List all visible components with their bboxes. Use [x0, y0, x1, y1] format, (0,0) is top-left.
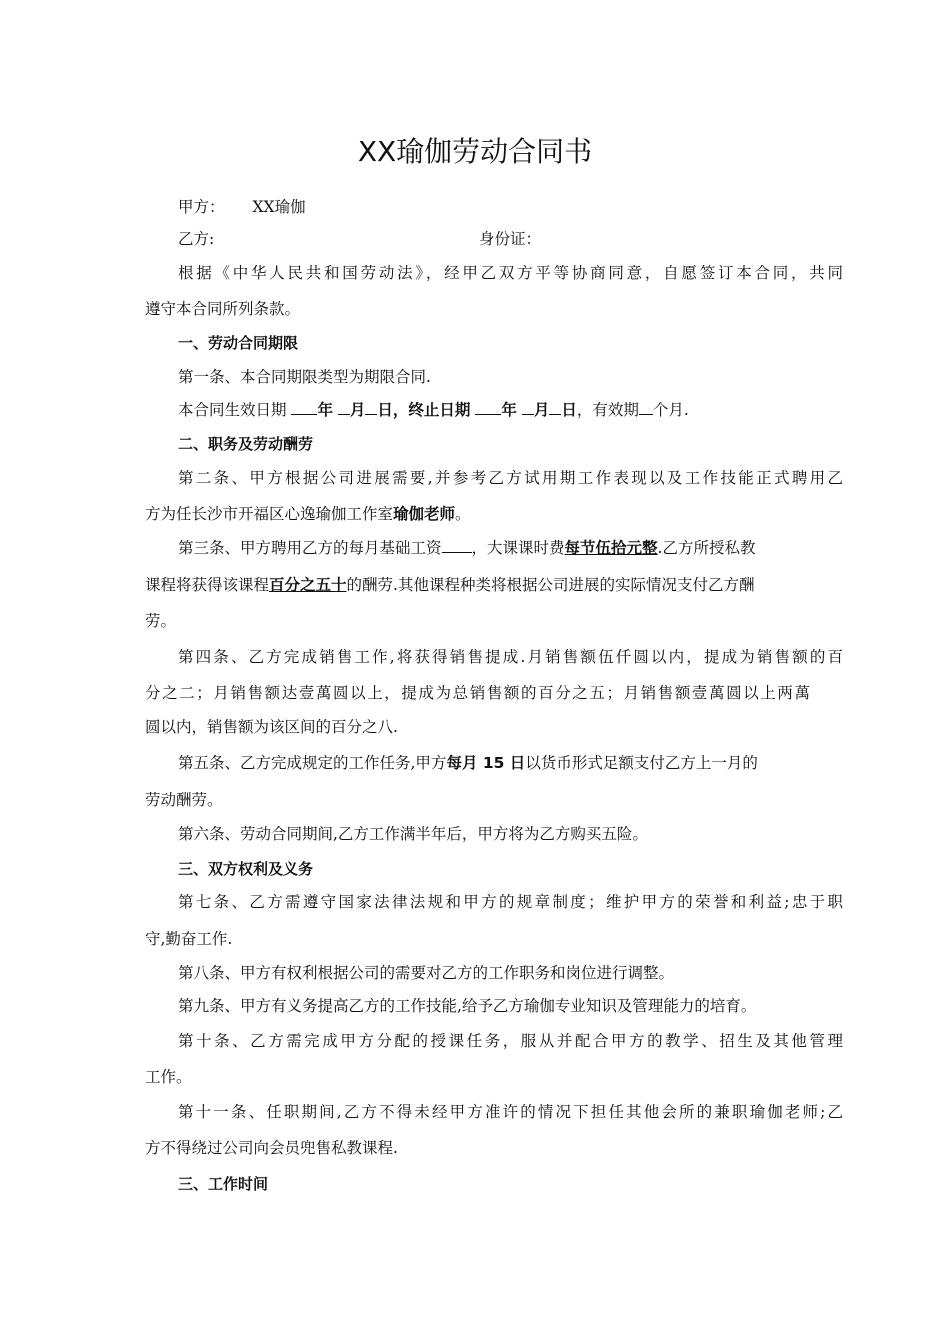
- article-3-text-4: 课程将获得该课程: [145, 576, 270, 594]
- article-2-end: 。: [455, 505, 471, 523]
- base-salary-blank: [442, 538, 472, 553]
- month-label-2: 月: [533, 401, 550, 419]
- article-2-text: 方为任长沙市开福区心逸瑜伽工作室: [145, 505, 394, 523]
- article-5-text-1: 第五条、乙方完成规定的工作任务,甲方: [178, 754, 447, 772]
- article-3-text-1: 第三条、甲方聘用乙方的每月基础工资: [178, 539, 442, 557]
- article-2-line-1: 第二条、甲方根据公司进展需要,并参考乙方试用期工作表现以及工作技能正式聘用乙: [178, 469, 843, 487]
- section-3-heading: 三、双方权利及义务: [178, 860, 314, 878]
- preamble-line-2: 遵守本合同所列条款。: [145, 300, 301, 318]
- dates-text-3: 个月.: [652, 401, 689, 419]
- article-3-line-1: [145, 537, 843, 559]
- article-1: 第一条、本合同期限类型为期限合同.: [178, 368, 431, 386]
- article-8: 第八条、甲方有权利根据公司的需要对乙方的工作职务和岗位进行调整。: [178, 964, 675, 982]
- document-title: XX瑜伽劳动合同书: [357, 135, 593, 168]
- article-11-line-1: 第十一条、任职期间,乙方不得未经甲方准许的情况下担任其他会所的兼职瑜伽老师;乙: [178, 1103, 843, 1121]
- article-5-text-2: 以货币形式足额支付乙方上一月的: [525, 754, 758, 772]
- end-year-blank: [475, 400, 501, 415]
- article-10-line-1: 第十条、乙方需完成甲方分配的授课任务，服从并配合甲方的教学、招生及其他管理: [178, 1032, 843, 1050]
- article-7-line-2: 守,勤奋工作.: [145, 930, 233, 948]
- end-day-blank: [549, 400, 561, 415]
- year-label: 年: [317, 401, 333, 419]
- year-label-2: 年: [501, 401, 517, 419]
- dates-text-1: 本合同生效日期: [178, 401, 287, 419]
- article-7-line-1: 第七条、乙方需遵守国家法律法规和甲方的规章制度；维护甲方的荣誉和利益;忠于职: [178, 893, 843, 911]
- end-date-label: 日，终止日期: [377, 401, 471, 419]
- article-9: 第九条、甲方有义务提高乙方的工作技能,给予乙方瑜伽专业知识及管理能力的培育。: [178, 997, 757, 1015]
- contract-dates-line: [145, 399, 843, 421]
- position-title: 瑜伽老师: [393, 505, 456, 523]
- article-3-text-2: ，大课课时费: [471, 539, 565, 557]
- section-1-heading: 一、劳动合同期限: [178, 334, 299, 352]
- id-card-label: 身份证：: [479, 230, 542, 248]
- article-6: 第六条、劳动合同期间,乙方工作满半年后，甲方将为乙方购买五险。: [178, 825, 648, 843]
- dates-text-2: ，有效期: [576, 401, 639, 419]
- article-5-line-2: 劳动酬劳。: [145, 791, 223, 809]
- validity-months-blank: [639, 400, 653, 415]
- private-class-share: 百分之五十: [269, 576, 347, 594]
- party-b-line: [145, 228, 843, 250]
- party-a-line: [145, 196, 843, 218]
- party-a-value: XX瑜伽: [252, 198, 306, 216]
- pay-day: 每月 15 日: [446, 754, 526, 772]
- start-day-blank: [365, 400, 377, 415]
- article-4-line-3: 圆以内，销售额为该区间的百分之八.: [145, 718, 398, 736]
- class-fee: 每节伍拾元整: [564, 539, 658, 557]
- section-2-heading: 二、职务及劳动酬劳: [178, 435, 314, 453]
- article-5-line-1: [145, 752, 843, 774]
- start-month-blank: [338, 400, 350, 415]
- article-2-line-2: [145, 503, 810, 525]
- start-year-blank: [291, 400, 317, 415]
- article-10-line-2: 工作。: [145, 1068, 192, 1086]
- day-label-2: 日: [561, 401, 577, 419]
- article-4-line-1: 第四条、乙方完成销售工作,将获得销售提成.月销售额伍仟圆以内，提成为销售额的百: [178, 648, 843, 666]
- preamble-line-1: 根据《中华人民共和国劳动法》，经甲乙双方平等协商同意，自愿签订本合同，共同: [178, 264, 843, 282]
- article-3-text-5: 的酬劳.其他课程种类将根据公司进展的实际情况支付乙方酬: [346, 576, 755, 594]
- party-a-label: 甲方：: [178, 198, 225, 216]
- article-3-line-3: 劳。: [145, 612, 177, 630]
- article-3-line-2: [145, 574, 810, 596]
- party-b-label: 乙方:: [178, 230, 215, 248]
- article-3-text-3: .乙方所授私教: [657, 539, 756, 557]
- month-label: 月: [349, 401, 366, 419]
- end-month-blank: [522, 400, 534, 415]
- article-11-line-2: 方不得绕过公司向会员兜售私教课程.: [145, 1139, 398, 1157]
- article-4-line-2: 分之二；月销售额达壹萬圆以上，提成为总销售额的百分之五；月销售额壹萬圆以上两萬: [145, 684, 810, 702]
- section-4-heading: 三、工作时间: [178, 1175, 269, 1193]
